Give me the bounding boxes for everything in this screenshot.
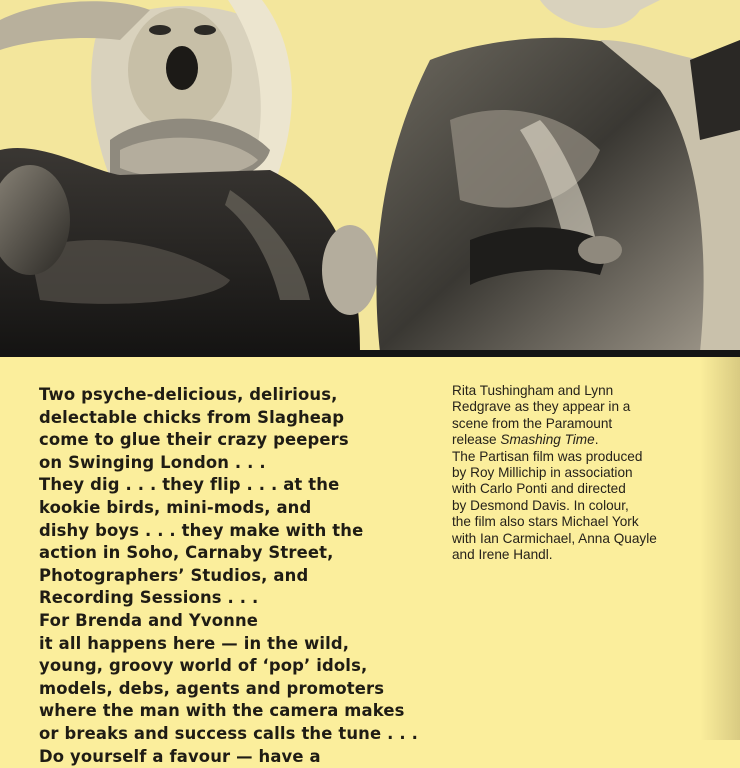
blurb-line: Recording Sessions . . . — [39, 587, 439, 610]
blurb-line: delectable chicks from Slagheap — [39, 407, 439, 430]
blurb-line: young, groovy world of ‘pop’ idols, — [39, 655, 439, 678]
blurb-line: Two psyche-delicious, delirious, — [39, 384, 439, 407]
blurb-line: Do yourself a favour — have a — [39, 746, 439, 768]
back-cover-blurb — [39, 384, 439, 768]
blurb-line: For Brenda and Yvonne — [39, 610, 439, 633]
caption-line: The Partisan film was produced — [452, 449, 740, 465]
blurb-line: or breaks and success calls the tune . . . — [39, 723, 439, 746]
blurb-line: where the man with the camera makes — [39, 700, 439, 723]
film-still-illustration — [0, 0, 740, 352]
caption-line: scene from the Paramount — [452, 416, 740, 432]
blurb-line: kookie birds, mini-mods, and — [39, 497, 439, 520]
blurb-line: They dig . . . they flip . . . at the — [39, 474, 439, 497]
caption-line: by Desmond Davis. In colour, — [452, 498, 740, 514]
photo-caption — [452, 383, 740, 563]
caption-line: Redgrave as they appear in a — [452, 399, 740, 415]
horizontal-rule — [0, 350, 740, 357]
caption-line: Rita Tushingham and Lynn — [452, 383, 740, 399]
caption-line-film-title — [452, 432, 740, 448]
caption-line: with Carlo Ponti and directed — [452, 481, 740, 497]
caption-line: and Irene Handl. — [452, 547, 740, 563]
caption-prefix: release — [452, 432, 500, 447]
blurb-line: come to glue their crazy peepers — [39, 429, 439, 452]
blurb-line: action in Soho, Carnaby Street, — [39, 542, 439, 565]
film-title: Smashing Time — [500, 432, 594, 447]
blurb-line: models, debs, agents and promoters — [39, 678, 439, 701]
blurb-line: dishy boys . . . they make with the — [39, 520, 439, 543]
blurb-line: it all happens here — in the wild, — [39, 633, 439, 656]
blurb-line: Photographers’ Studios, and — [39, 565, 439, 588]
caption-line: the film also stars Michael York — [452, 514, 740, 530]
film-still-photo — [0, 0, 740, 352]
caption-suffix: . — [595, 432, 599, 447]
blurb-line: on Swinging London . . . — [39, 452, 439, 475]
caption-line: by Roy Millichip in association — [452, 465, 740, 481]
caption-line: with Ian Carmichael, Anna Quayle — [452, 531, 740, 547]
